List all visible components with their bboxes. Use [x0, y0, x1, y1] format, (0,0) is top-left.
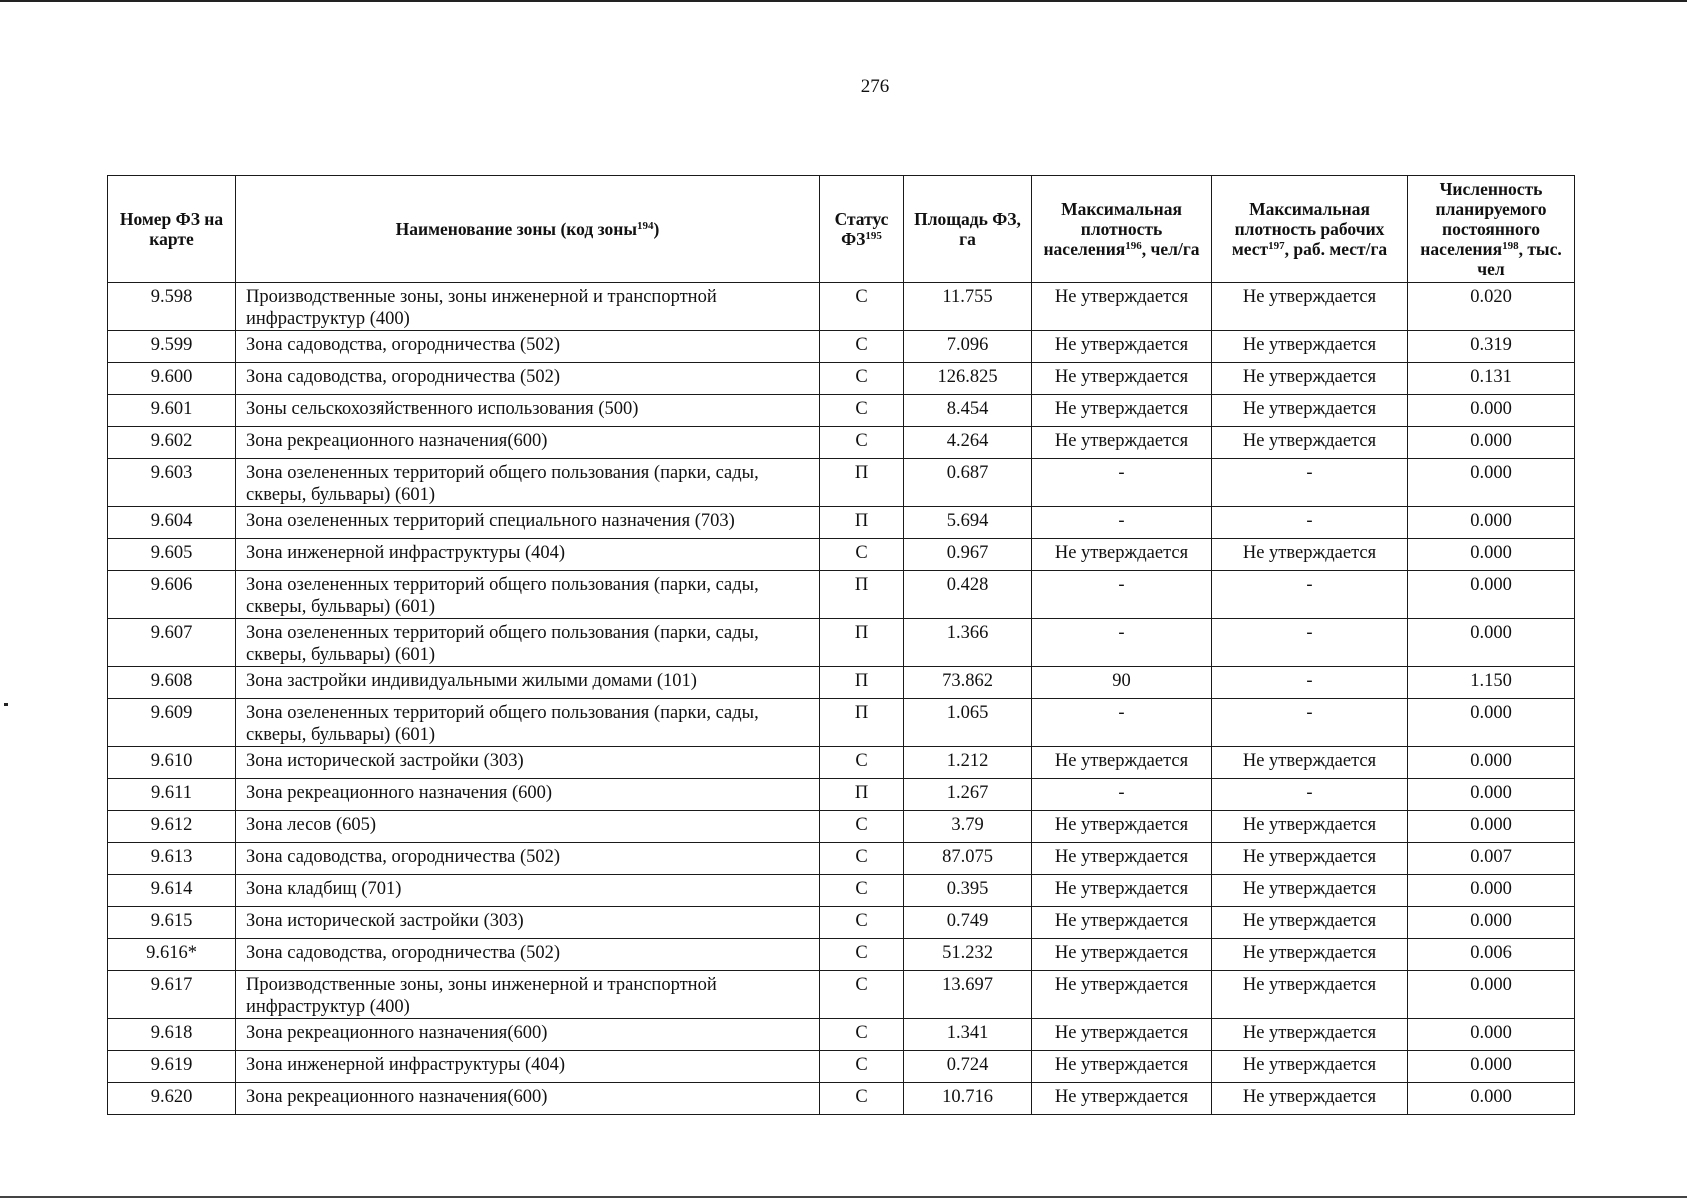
- cell-area: 0.967: [904, 539, 1032, 571]
- header-pop-density-footnote: 196: [1125, 240, 1142, 252]
- table-row: [108, 779, 1575, 811]
- cell-area: 4.264: [904, 427, 1032, 459]
- cell-population: 0.000: [1408, 699, 1575, 747]
- table-row: [108, 331, 1575, 363]
- cell-pop-density: -: [1032, 459, 1212, 507]
- cell-area: 0.687: [904, 459, 1032, 507]
- cell-job-density: -: [1212, 571, 1408, 619]
- cell-population: 0.000: [1408, 779, 1575, 811]
- cell-zone-number: 9.607: [108, 619, 236, 667]
- cell-status: П: [820, 779, 904, 811]
- cell-zone-number: 9.620: [108, 1083, 236, 1115]
- cell-job-density: -: [1212, 459, 1408, 507]
- header-status-footnote: 195: [865, 230, 882, 242]
- cell-job-density: Не утверждается: [1212, 395, 1408, 427]
- cell-status: С: [820, 395, 904, 427]
- table-row: [108, 667, 1575, 699]
- cell-population: 0.319: [1408, 331, 1575, 363]
- header-area-text: Площадь ФЗ, га: [914, 209, 1021, 249]
- cell-job-density: Не утверждается: [1212, 843, 1408, 875]
- cell-area: 0.395: [904, 875, 1032, 907]
- cell-job-density: Не утверждается: [1212, 939, 1408, 971]
- cell-pop-density: Не утверждается: [1032, 747, 1212, 779]
- cell-zone-name: Зона исторической застройки (303): [236, 907, 820, 939]
- header-population: [1408, 176, 1575, 283]
- scan-border-bottom: [0, 1196, 1687, 1198]
- cell-area: 11.755: [904, 283, 1032, 331]
- cell-zone-name: Производственные зоны, зоны инженерной и транспортной инфраструктур (400): [236, 971, 820, 1019]
- cell-status: П: [820, 571, 904, 619]
- cell-job-density: Не утверждается: [1212, 539, 1408, 571]
- header-job-density-text: Максимальная плотность рабочих мест: [1231, 199, 1385, 259]
- cell-zone-number: 9.598: [108, 283, 236, 331]
- cell-population: 1.150: [1408, 667, 1575, 699]
- cell-area: 8.454: [904, 395, 1032, 427]
- table-row: [108, 459, 1575, 507]
- cell-area: 51.232: [904, 939, 1032, 971]
- cell-status: П: [820, 507, 904, 539]
- header-pop-density-text: Максимальная плотность населения: [1043, 199, 1182, 259]
- cell-pop-density: Не утверждается: [1032, 907, 1212, 939]
- table-header-row: [108, 176, 1575, 283]
- table-body: [108, 283, 1575, 1115]
- cell-zone-number: 9.609: [108, 699, 236, 747]
- cell-pop-density: 90: [1032, 667, 1212, 699]
- header-population-text: Численность планируемого постоянного населения: [1420, 179, 1547, 259]
- table-row: [108, 875, 1575, 907]
- cell-job-density: Не утверждается: [1212, 875, 1408, 907]
- cell-zone-name: Зона кладбищ (701): [236, 875, 820, 907]
- cell-job-density: -: [1212, 699, 1408, 747]
- cell-area: 13.697: [904, 971, 1032, 1019]
- table-row: [108, 971, 1575, 1019]
- header-zone-name-footnote: 194: [637, 220, 654, 232]
- table-row: [108, 283, 1575, 331]
- cell-zone-number: 9.600: [108, 363, 236, 395]
- cell-zone-number: 9.613: [108, 843, 236, 875]
- cell-area: 126.825: [904, 363, 1032, 395]
- cell-zone-name: Зона озелененных территорий общего пользования (парки, сады, скверы, бульвары) (601): [236, 459, 820, 507]
- cell-population: 0.006: [1408, 939, 1575, 971]
- header-pop-density: [1032, 176, 1212, 283]
- header-population-suffix: , тыс. чел: [1477, 239, 1562, 279]
- cell-population: 0.000: [1408, 619, 1575, 667]
- table-row: [108, 843, 1575, 875]
- cell-population: 0.000: [1408, 1051, 1575, 1083]
- header-job-density: [1212, 176, 1408, 283]
- cell-status: С: [820, 1051, 904, 1083]
- cell-pop-density: Не утверждается: [1032, 1019, 1212, 1051]
- cell-status: С: [820, 939, 904, 971]
- cell-zone-number: 9.618: [108, 1019, 236, 1051]
- header-zone-number: [108, 176, 236, 283]
- cell-population: 0.000: [1408, 747, 1575, 779]
- cell-status: С: [820, 427, 904, 459]
- cell-population: 0.000: [1408, 1083, 1575, 1115]
- cell-population: 0.007: [1408, 843, 1575, 875]
- cell-status: С: [820, 843, 904, 875]
- cell-job-density: Не утверждается: [1212, 1019, 1408, 1051]
- cell-status: С: [820, 363, 904, 395]
- cell-zone-name: Зона инженерной инфраструктуры (404): [236, 1051, 820, 1083]
- cell-pop-density: Не утверждается: [1032, 843, 1212, 875]
- cell-area: 1.341: [904, 1019, 1032, 1051]
- cell-status: П: [820, 459, 904, 507]
- cell-pop-density: -: [1032, 699, 1212, 747]
- cell-population: 0.000: [1408, 427, 1575, 459]
- cell-status: С: [820, 331, 904, 363]
- cell-status: С: [820, 539, 904, 571]
- cell-area: 73.862: [904, 667, 1032, 699]
- table-row: [108, 1019, 1575, 1051]
- cell-pop-density: Не утверждается: [1032, 811, 1212, 843]
- cell-status: П: [820, 667, 904, 699]
- cell-zone-number: 9.615: [108, 907, 236, 939]
- cell-job-density: Не утверждается: [1212, 283, 1408, 331]
- cell-zone-number: 9.604: [108, 507, 236, 539]
- cell-zone-number: 9.608: [108, 667, 236, 699]
- zones-table: [107, 175, 1575, 1115]
- cell-status: С: [820, 1083, 904, 1115]
- cell-zone-number: 9.603: [108, 459, 236, 507]
- cell-area: 0.724: [904, 1051, 1032, 1083]
- cell-zone-number: 9.612: [108, 811, 236, 843]
- cell-zone-number: 9.601: [108, 395, 236, 427]
- cell-zone-name: Зона озелененных территорий специального назначения (703): [236, 507, 820, 539]
- cell-zone-number: 9.610: [108, 747, 236, 779]
- cell-zone-name: Зона садоводства, огородничества (502): [236, 843, 820, 875]
- cell-pop-density: Не утверждается: [1032, 1083, 1212, 1115]
- cell-area: 3.79: [904, 811, 1032, 843]
- cell-zone-name: Зона исторической застройки (303): [236, 747, 820, 779]
- cell-pop-density: Не утверждается: [1032, 875, 1212, 907]
- cell-pop-density: Не утверждается: [1032, 331, 1212, 363]
- cell-area: 1.212: [904, 747, 1032, 779]
- page-number: 276: [860, 76, 890, 97]
- header-zone-name-suffix: ): [653, 219, 660, 239]
- table-row: [108, 699, 1575, 747]
- cell-zone-number: 9.617: [108, 971, 236, 1019]
- cell-population: 0.000: [1408, 1019, 1575, 1051]
- cell-population: 0.000: [1408, 459, 1575, 507]
- cell-job-density: Не утверждается: [1212, 427, 1408, 459]
- cell-zone-name: Зона рекреационного назначения(600): [236, 1083, 820, 1115]
- cell-zone-number: 9.606: [108, 571, 236, 619]
- cell-zone-name: Зона озелененных территорий общего пользования (парки, сады, скверы, бульвары) (601): [236, 619, 820, 667]
- cell-pop-density: -: [1032, 507, 1212, 539]
- table-row: [108, 1051, 1575, 1083]
- cell-area: 5.694: [904, 507, 1032, 539]
- table-row: [108, 571, 1575, 619]
- cell-status: С: [820, 1019, 904, 1051]
- cell-zone-number: 9.605: [108, 539, 236, 571]
- cell-job-density: -: [1212, 779, 1408, 811]
- header-zone-number-text: Номер ФЗ на карте: [119, 209, 224, 249]
- cell-zone-name: Зона садоводства, огородничества (502): [236, 331, 820, 363]
- cell-zone-name: Производственные зоны, зоны инженерной и транспортной инфраструктур (400): [236, 283, 820, 331]
- cell-job-density: -: [1212, 507, 1408, 539]
- cell-job-density: Не утверждается: [1212, 907, 1408, 939]
- cell-population: 0.000: [1408, 571, 1575, 619]
- cell-job-density: -: [1212, 667, 1408, 699]
- cell-pop-density: Не утверждается: [1032, 427, 1212, 459]
- table-row: [108, 539, 1575, 571]
- cell-population: 0.020: [1408, 283, 1575, 331]
- cell-pop-density: Не утверждается: [1032, 363, 1212, 395]
- cell-area: 1.267: [904, 779, 1032, 811]
- cell-job-density: Не утверждается: [1212, 331, 1408, 363]
- table-row: [108, 1083, 1575, 1115]
- cell-job-density: Не утверждается: [1212, 1051, 1408, 1083]
- scan-border-top: [0, 0, 1687, 2]
- cell-job-density: Не утверждается: [1212, 1083, 1408, 1115]
- table-row: [108, 907, 1575, 939]
- table-row: [108, 939, 1575, 971]
- cell-zone-number: 9.602: [108, 427, 236, 459]
- cell-zone-number: 9.611: [108, 779, 236, 811]
- table-row: [108, 507, 1575, 539]
- cell-area: 0.749: [904, 907, 1032, 939]
- cell-pop-density: -: [1032, 571, 1212, 619]
- cell-area: 1.366: [904, 619, 1032, 667]
- cell-job-density: Не утверждается: [1212, 747, 1408, 779]
- cell-pop-density: Не утверждается: [1032, 395, 1212, 427]
- cell-status: С: [820, 283, 904, 331]
- header-status: [820, 176, 904, 283]
- header-pop-density-suffix: , чел/га: [1141, 239, 1200, 259]
- cell-status: П: [820, 619, 904, 667]
- cell-zone-number: 9.599: [108, 331, 236, 363]
- header-status-text: Статус ФЗ: [834, 209, 889, 249]
- scan-speck: [4, 703, 8, 706]
- cell-area: 1.065: [904, 699, 1032, 747]
- cell-zone-name: Зона садоводства, огородничества (502): [236, 939, 820, 971]
- cell-zone-name: Зона озелененных территорий общего пользования (парки, сады, скверы, бульвары) (601): [236, 571, 820, 619]
- cell-job-density: -: [1212, 619, 1408, 667]
- cell-zone-number: 9.614: [108, 875, 236, 907]
- cell-pop-density: Не утверждается: [1032, 1051, 1212, 1083]
- cell-zone-name: Зона рекреационного назначения(600): [236, 1019, 820, 1051]
- cell-population: 0.000: [1408, 811, 1575, 843]
- cell-zone-name: Зона рекреационного назначения(600): [236, 427, 820, 459]
- cell-population: 0.131: [1408, 363, 1575, 395]
- cell-population: 0.000: [1408, 907, 1575, 939]
- cell-zone-number: 9.616*: [108, 939, 236, 971]
- cell-status: С: [820, 971, 904, 1019]
- header-population-footnote: 198: [1502, 240, 1519, 252]
- cell-pop-density: Не утверждается: [1032, 939, 1212, 971]
- cell-zone-name: Зона озелененных территорий общего пользования (парки, сады, скверы, бульвары) (601): [236, 699, 820, 747]
- cell-status: С: [820, 907, 904, 939]
- cell-population: 0.000: [1408, 539, 1575, 571]
- cell-job-density: Не утверждается: [1212, 811, 1408, 843]
- cell-status: С: [820, 811, 904, 843]
- cell-zone-name: Зона лесов (605): [236, 811, 820, 843]
- cell-zone-name: Зона инженерной инфраструктуры (404): [236, 539, 820, 571]
- header-job-density-footnote: 197: [1268, 240, 1285, 252]
- cell-status: С: [820, 875, 904, 907]
- header-zone-name: [236, 176, 820, 283]
- table-row: [108, 747, 1575, 779]
- cell-area: 10.716: [904, 1083, 1032, 1115]
- cell-population: 0.000: [1408, 971, 1575, 1019]
- table-row: [108, 363, 1575, 395]
- cell-status: С: [820, 747, 904, 779]
- cell-population: 0.000: [1408, 875, 1575, 907]
- cell-pop-density: -: [1032, 779, 1212, 811]
- cell-area: 0.428: [904, 571, 1032, 619]
- header-area: [904, 176, 1032, 283]
- cell-pop-density: -: [1032, 619, 1212, 667]
- cell-zone-name: Зоны сельскохозяйственного использования (500): [236, 395, 820, 427]
- cell-population: 0.000: [1408, 395, 1575, 427]
- cell-pop-density: Не утверждается: [1032, 971, 1212, 1019]
- cell-zone-name: Зона застройки индивидуальными жилыми домами (101): [236, 667, 820, 699]
- cell-job-density: Не утверждается: [1212, 363, 1408, 395]
- header-job-density-suffix: , раб. мест/га: [1284, 239, 1388, 259]
- cell-area: 7.096: [904, 331, 1032, 363]
- cell-pop-density: Не утверждается: [1032, 539, 1212, 571]
- header-zone-name-text: Наименование зоны (код зоны: [395, 219, 638, 239]
- cell-pop-density: Не утверждается: [1032, 283, 1212, 331]
- table-row: [108, 619, 1575, 667]
- cell-zone-number: 9.619: [108, 1051, 236, 1083]
- table-row: [108, 395, 1575, 427]
- cell-area: 87.075: [904, 843, 1032, 875]
- cell-population: 0.000: [1408, 507, 1575, 539]
- cell-status: П: [820, 699, 904, 747]
- table-row: [108, 811, 1575, 843]
- table-row: [108, 427, 1575, 459]
- cell-zone-name: Зона рекреационного назначения (600): [236, 779, 820, 811]
- cell-job-density: Не утверждается: [1212, 971, 1408, 1019]
- cell-zone-name: Зона садоводства, огородничества (502): [236, 363, 820, 395]
